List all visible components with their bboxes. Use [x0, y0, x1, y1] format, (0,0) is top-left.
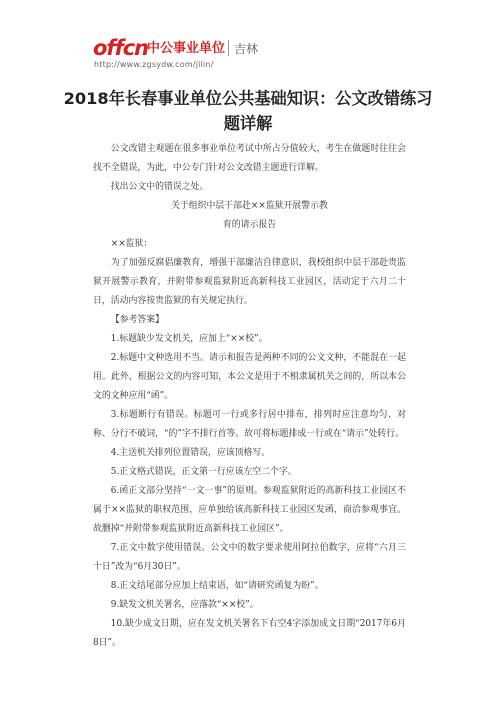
document-title-line-2: 题详解 — [223, 114, 273, 133]
sample-doc-title-line-1: 关于组织中层干部赴××监狱开展警示教 — [171, 201, 328, 211]
answer-item-5: 5.正文格式错误，正文第一行应该左空二个字。 — [110, 467, 297, 477]
document-title-line-1: 2018年长春事业单位公共基础知识：公文改错练习 — [63, 89, 433, 108]
logo-brand-name: 中公事业单位 — [147, 41, 226, 56]
answer-item-8: 8.正文结尾部分应加上结束语，如“请研究函复为盼”。 — [110, 581, 324, 591]
answer-item-1: 1.标题缺少发文机关，应加上“××校”。 — [110, 334, 268, 344]
task-instruction: 找出公文中的错误之处。 — [110, 182, 209, 192]
intro-paragraph: 公文改错主观题在很多事业单位考试中所占分值较大，考生在做题时往往会找不全错误，为此，中公专门针对公文改错主题进行详解。 — [93, 144, 406, 173]
answer-item-2: 2.标题中文种选用不当。请示和报告是两种不同的公文文种，不能混在一起用。此外，根据公文的内容可知，本公文是用于不相隶属机关之间的，所以本公文的文种应用“函”。 — [93, 353, 406, 401]
answer-heading: 【参考答案】 — [110, 315, 165, 325]
logo-wordmark: offcn — [93, 36, 149, 60]
document-body — [93, 140, 406, 653]
logo-divider — [228, 40, 229, 56]
answer-item-3: 3.标题断行有错误。标题可一行或多行居中排布，排列时应注意均匀、对称、分行不破词，“的”字不排行首等。故可将标题排成一行或在“请示”处转行。 — [93, 410, 406, 439]
answer-item-4: 4.主送机关排列位置错误，应该顶格写。 — [110, 448, 271, 458]
answer-item-9: 9.缺发文机关署名，应落款“××校”。 — [110, 600, 259, 610]
answer-item-6: 6.函正文部分坚持“一文一事”的原则。参观监狱附近的高新科技工业园区不属于××监狱的职权范围，应单独给该高新科技工业园区发函，商洽参观事宜。 故删掉“并附带参观监狱附近高新科技工业园区”。 — [93, 486, 406, 534]
logo-city: 吉林 — [234, 42, 259, 56]
sample-doc-body: 为了加强反腐倡廉教育，增强干部廉洁自律意识，我校组织中层干部赴贵监狱开展警示教育，并附带参观监狱附近高新科技工业园区，活动定于六月二十日，活动内容按贵监狱的有关规定执行。 — [93, 258, 406, 306]
answer-item-7: 7.正文中数字使用错误。公文中的数字要求使用阿拉伯数字，应将“六月三十日”改为“6月30日”。 — [93, 543, 406, 572]
sample-doc-recipient: ××监狱： — [110, 239, 153, 249]
logo-url: http://www.zgsydw.com/jilin/ — [94, 60, 214, 69]
sample-doc-title-line-2: 育的请示报告 — [222, 220, 277, 230]
answer-item-10: 10.缺少成文日期，应在发文机关署名下右空4字添加成文日期“2017年6月8日”。 — [93, 619, 406, 648]
